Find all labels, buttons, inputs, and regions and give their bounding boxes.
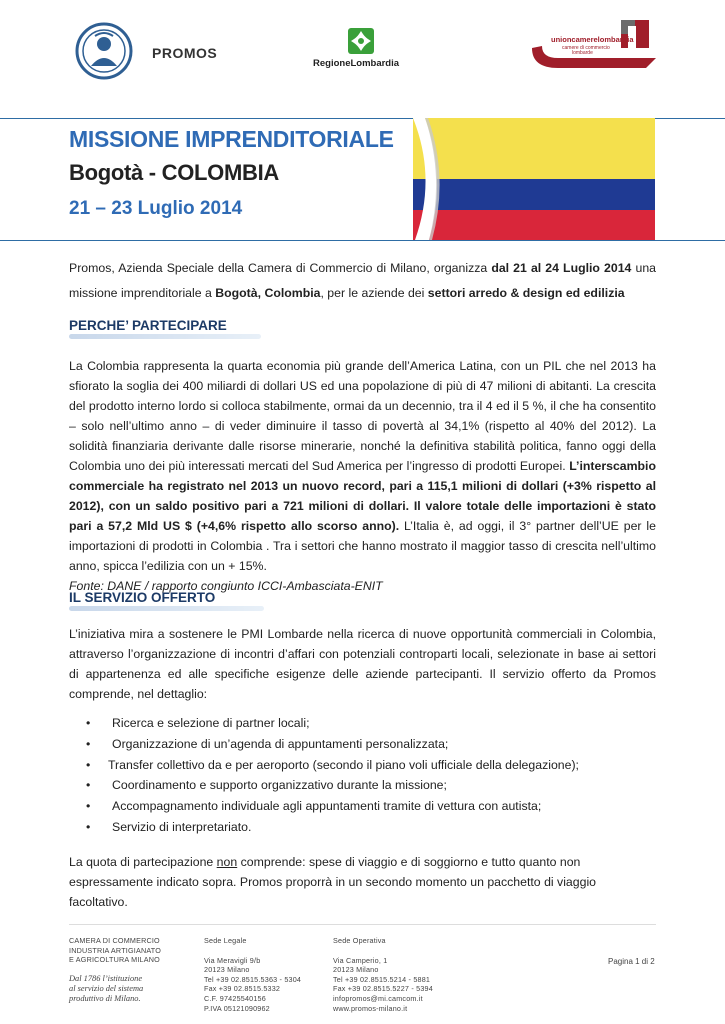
section-heading-service: IL SERVIZIO OFFERTO xyxy=(69,590,216,605)
heading-underline xyxy=(69,606,264,611)
unioncamere-wordmark: unioncamerelombardia xyxy=(551,35,634,44)
list-item-text: Organizzazione di un’agenda di appuntamenti personalizzata; xyxy=(112,736,449,751)
heading-underline xyxy=(69,334,261,339)
closing-paragraph xyxy=(69,852,656,912)
title-band-bottom-rule xyxy=(0,240,725,241)
list-item-text: Coordinamento e supporto organizzativo durante la missione; xyxy=(112,778,447,793)
bullet-icon: • xyxy=(86,799,91,814)
intro-paragraph xyxy=(69,256,656,306)
list-item-text: Transfer collettivo da e per aeroporto (secondo il piano voli ufficiale della delegazione); xyxy=(108,757,579,772)
why-source: Fonte: DANE / rapporto congiunto ICCI-Ambasciata-ENIT xyxy=(69,579,383,593)
list-item-text: Ricerca e selezione di partner locali; xyxy=(112,716,310,730)
footer-rule xyxy=(69,924,656,925)
colombia-flag-yellow-stripe xyxy=(413,118,655,179)
closing-text: comprende: spese di viaggio e di soggiorno e tutto quanto non espressamente indicato sopra. Promos proporrà in un secondo momento un pacchetto di viaggio facoltativo. xyxy=(69,855,597,909)
colombia-flag-red-stripe xyxy=(413,210,655,240)
mission-title: MISSIONE IMPRENDITORIALE xyxy=(69,126,394,152)
intro-text: Promos, Azienda Speciale della Camera di Commercio di Milano, organizza xyxy=(69,261,492,275)
page-number: Pagina 1 di 2 xyxy=(608,957,655,966)
colombia-flag-blue-stripe xyxy=(413,179,655,210)
list-item xyxy=(69,713,656,734)
list-item-text: Servizio di interpretariato. xyxy=(112,819,252,834)
bullet-icon: • xyxy=(86,778,91,793)
footer-operational-office: Sede Operativa Via Camperio, 1 20123 Milano Tel +39 02.8515.5214 - 5881 Fax +39 02.8515.5227 - 5394 infopromos@mi.camcom.it www.promos-milano.it xyxy=(333,936,433,1013)
why-text: La Colombia rappresenta la quarta economia più grande dell’America Latina, con un PIL che nel 2013 ha sfiorato la soglia dei 400 miliardi di dollari US ed una popolazione di più di 47 milioni di abitanti. La crescita del prodotto interno lordo si colloca stabilmente, ormai da un decennio, tra il 4 ed il 5 %, il che ha consentito – solo nell’ultimo anno – di veder diminuire il tasso di povertà al 34,1% (rispetto al 40% del 2012). La solidità finanziaria derivante dalle risorse minerarie, nonché la definitiva stabilità politica, fanno oggi della Colombia uno dei più interessati mercati del Sud America per l’ingresso di prodotti Europei. xyxy=(69,359,656,473)
bullet-icon: • xyxy=(86,757,91,772)
mission-dates: 21 – 23 Luglio 2014 xyxy=(69,198,243,219)
why-trade-highlight: L’interscambio commerciale ha registrato nel 2013 un nuovo record, pari a 115,1 milioni di dollari (+3% rispetto al 2012), con un saldo positivo pari a 721 milioni di dollari. Il valore totale delle importazioni è stato pari a 57,2 Mld US $ (+4,6% rispetto allo scorso anno). xyxy=(69,459,656,533)
intro-dates: dal 21 al 24 Luglio 2014 xyxy=(491,261,632,275)
list-item xyxy=(69,734,656,755)
regione-lombardia-wordmark: RegioneLombardia xyxy=(313,58,400,69)
intro-sectors: settori arredo & design ed edilizia xyxy=(427,286,625,300)
service-list xyxy=(69,713,656,838)
mission-location: Bogotà - COLOMBIA xyxy=(69,160,279,185)
intro-destination: Bogotà, Colombia xyxy=(215,286,321,300)
section-heading-why: PERCHE’ PARTECIPARE xyxy=(69,318,227,333)
closing-emphasis: non xyxy=(216,855,238,869)
footer-email[interactable]: infopromos@mi.camcom.it xyxy=(333,993,423,1003)
footer-legal-office: Sede Legale Via Meravigli 9/b 20123 Milano Tel +39 02.8515.5363 - 5304 Fax +39 02.8515.5332 C.F. 97425540156 P.IVA 05121090962 xyxy=(204,936,302,1013)
list-item-text: Accompagnamento individuale agli appuntamenti tramite di vettura con autista; xyxy=(112,799,542,814)
footer-website[interactable]: www.promos-milano.it xyxy=(333,1003,408,1013)
service-paragraph: L’iniziativa mira a sostenere le PMI Lombarde nella ricerca di nuove opportunità commerciali in Colombia, attraverso l’organizzazione di incontri d’affari con potenziali controparti locali, selezionate in base ai settori di appartenenza ed alle specifiche esigenze delle aziende partecipanti. Il servizio offerto da Promos comprende, nel dettaglio: xyxy=(69,627,656,701)
flag-swoosh xyxy=(385,118,445,240)
list-item xyxy=(69,796,656,817)
list-item xyxy=(69,755,656,776)
footer-chamber: CAMERA DI COMMERCIO INDUSTRIA ARTIGIANATO E AGRICOLTURA MILANO xyxy=(69,936,162,965)
bullet-icon: • xyxy=(86,716,91,730)
bullet-icon: • xyxy=(86,819,91,834)
footer-motto: Dal 1786 l’istituzione al servizio del sistema produttivo di Milano. xyxy=(69,974,144,1004)
unioncamere-subtitle: camere di commercio lombarde xyxy=(562,45,610,56)
closing-text: La quota di partecipazione xyxy=(69,855,217,869)
why-text: L’Italia è, ad oggi, il 3° partner dell’UE per le importazioni di prodotti in Colombia . Tra i settori che hanno mostrato il maggior tasso di crescita nell’ultimo anno, spicca l’edilizia con un + 15%. xyxy=(69,519,656,573)
intro-text: , per le aziende dei xyxy=(320,286,428,300)
list-item xyxy=(69,775,656,796)
regione-lombardia-logo xyxy=(348,28,374,54)
bullet-icon: • xyxy=(86,736,91,751)
promos-wordmark: PROMOS xyxy=(152,45,218,61)
why-paragraph xyxy=(69,356,656,596)
promos-logo xyxy=(75,22,133,80)
intro-text: una missione imprenditoriale a xyxy=(69,261,656,300)
list-item xyxy=(69,817,656,838)
